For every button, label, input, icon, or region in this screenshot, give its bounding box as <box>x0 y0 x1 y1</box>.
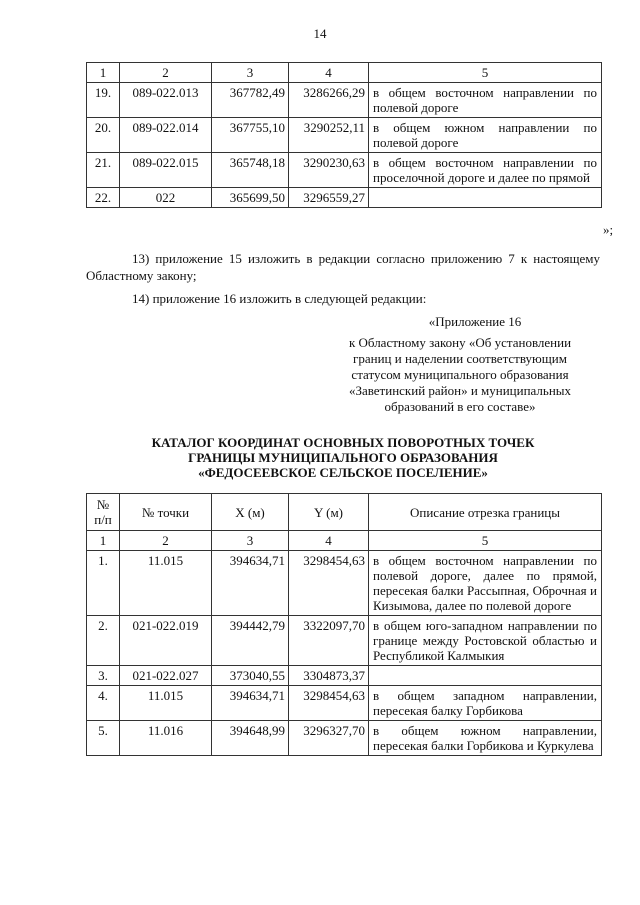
row-number: 2. <box>87 616 120 666</box>
segment-description: в общем западном направлении, пересекая балку Горбикова <box>369 686 602 721</box>
y-coordinate: 3298454,63 <box>289 686 369 721</box>
row-number: 19. <box>87 83 120 118</box>
table-row <box>87 616 602 666</box>
x-coordinate: 365748,18 <box>212 153 289 188</box>
x-coordinate: 394648,99 <box>212 721 289 756</box>
column-number: 1 <box>87 531 120 551</box>
column-number: 5 <box>369 63 602 83</box>
appendix-caption-line: границ и наделении соответствующим <box>353 351 567 366</box>
table-row <box>87 551 602 616</box>
segment-description: в общем южном направлении по полевой дороге <box>369 118 602 153</box>
row-number: 20. <box>87 118 120 153</box>
x-coordinate: 367755,10 <box>212 118 289 153</box>
column-number: 1 <box>87 63 120 83</box>
catalog-heading-line: КАТАЛОГ КООРДИНАТ ОСНОВНЫХ ПОВОРОТНЫХ ТОЧЕК <box>151 435 535 450</box>
point-id: 021-022.027 <box>120 666 212 686</box>
table-row <box>87 666 602 686</box>
appendix-caption <box>320 335 600 415</box>
table-row <box>87 83 602 118</box>
row-number: 4. <box>87 686 120 721</box>
column-number: 3 <box>212 63 289 83</box>
column-number: 2 <box>120 63 212 83</box>
row-number: 3. <box>87 666 120 686</box>
appendix-caption-line: образований в его составе» <box>384 399 536 414</box>
column-header-description: Описание отрезка границы <box>369 494 602 531</box>
segment-description: в общем восточном направлении по полевой дороге <box>369 83 602 118</box>
column-number: 4 <box>289 63 369 83</box>
segment-description: в общем южном направлении, пересекая балки Горбикова и Куркулева <box>369 721 602 756</box>
table-row <box>87 188 602 208</box>
table-row <box>87 721 602 756</box>
table-row <box>87 118 602 153</box>
catalog-heading-line: «ФЕДОСЕЕВСКОЕ СЕЛЬСКОЕ ПОСЕЛЕНИЕ» <box>198 465 488 480</box>
x-coordinate: 367782,49 <box>212 83 289 118</box>
column-number: 2 <box>120 531 212 551</box>
point-id: 11.016 <box>120 721 212 756</box>
table-header-row <box>87 63 602 83</box>
column-header-row-number: № п/п <box>87 494 120 531</box>
segment-description: в общем восточном направлении по проселочной дороге и далее по прямой <box>369 153 602 188</box>
row-number: 5. <box>87 721 120 756</box>
segment-description: в общем восточном направлении по полевой дороге, далее по прямой, пересекая балки Рассыпная, Оброчная и Кизымова, далее по полевой дороге <box>369 551 602 616</box>
x-coordinate: 394442,79 <box>212 616 289 666</box>
column-header-point: № точки <box>120 494 212 531</box>
table-row <box>87 153 602 188</box>
point-id: 11.015 <box>120 686 212 721</box>
row-number: 1. <box>87 551 120 616</box>
coordinates-table-continued <box>86 62 602 208</box>
column-header-x: X (м) <box>212 494 289 531</box>
y-coordinate: 3290252,11 <box>289 118 369 153</box>
y-coordinate: 3298454,63 <box>289 551 369 616</box>
y-coordinate: 3286266,29 <box>289 83 369 118</box>
column-header-y: Y (м) <box>289 494 369 531</box>
x-coordinate: 394634,71 <box>212 686 289 721</box>
segment-description: в общем юго-западном направлении по границе между Ростовской областью и Республикой Калмыкия <box>369 616 602 666</box>
catalog-heading-line: ГРАНИЦЫ МУНИЦИПАЛЬНОГО ОБРАЗОВАНИЯ <box>188 450 498 465</box>
point-id: 11.015 <box>120 551 212 616</box>
segment-description <box>369 188 602 208</box>
table-header-row <box>87 494 602 531</box>
page-number: 14 <box>313 26 327 41</box>
table-number-row <box>87 531 602 551</box>
quote-close-suffix: »; <box>603 222 614 237</box>
x-coordinate: 373040,55 <box>212 666 289 686</box>
appendix-caption-line: статусом муниципального образования <box>351 367 569 382</box>
paragraph-item-14: 14) приложение 16 изложить в следующей редакции: <box>132 291 427 306</box>
appendix-caption-line: «Заветинский район» и муниципальных <box>348 383 572 398</box>
x-coordinate: 365699,50 <box>212 188 289 208</box>
y-coordinate: 3290230,63 <box>289 153 369 188</box>
coordinates-catalog-table <box>86 493 602 756</box>
column-number: 5 <box>369 531 602 551</box>
row-number: 22. <box>87 188 120 208</box>
table-row <box>87 686 602 721</box>
catalog-heading <box>86 435 600 480</box>
row-number: 21. <box>87 153 120 188</box>
appendix-caption-line: к Областному закону «Об установлении <box>348 335 572 350</box>
y-coordinate: 3304873,37 <box>289 666 369 686</box>
point-id: 089-022.015 <box>120 153 212 188</box>
y-coordinate: 3296559,27 <box>289 188 369 208</box>
y-coordinate: 3322097,70 <box>289 616 369 666</box>
appendix-title: «Приложение 16 <box>428 314 522 329</box>
point-id: 021-022.019 <box>120 616 212 666</box>
paragraph-item-13: 13) приложение 15 изложить в редакции согласно приложению 7 к настоящему Областному закону; <box>86 251 600 283</box>
point-id: 089-022.013 <box>120 83 212 118</box>
point-id: 022 <box>120 188 212 208</box>
point-id: 089-022.014 <box>120 118 212 153</box>
segment-description <box>369 666 602 686</box>
column-number: 3 <box>212 531 289 551</box>
y-coordinate: 3296327,70 <box>289 721 369 756</box>
column-number: 4 <box>289 531 369 551</box>
x-coordinate: 394634,71 <box>212 551 289 616</box>
